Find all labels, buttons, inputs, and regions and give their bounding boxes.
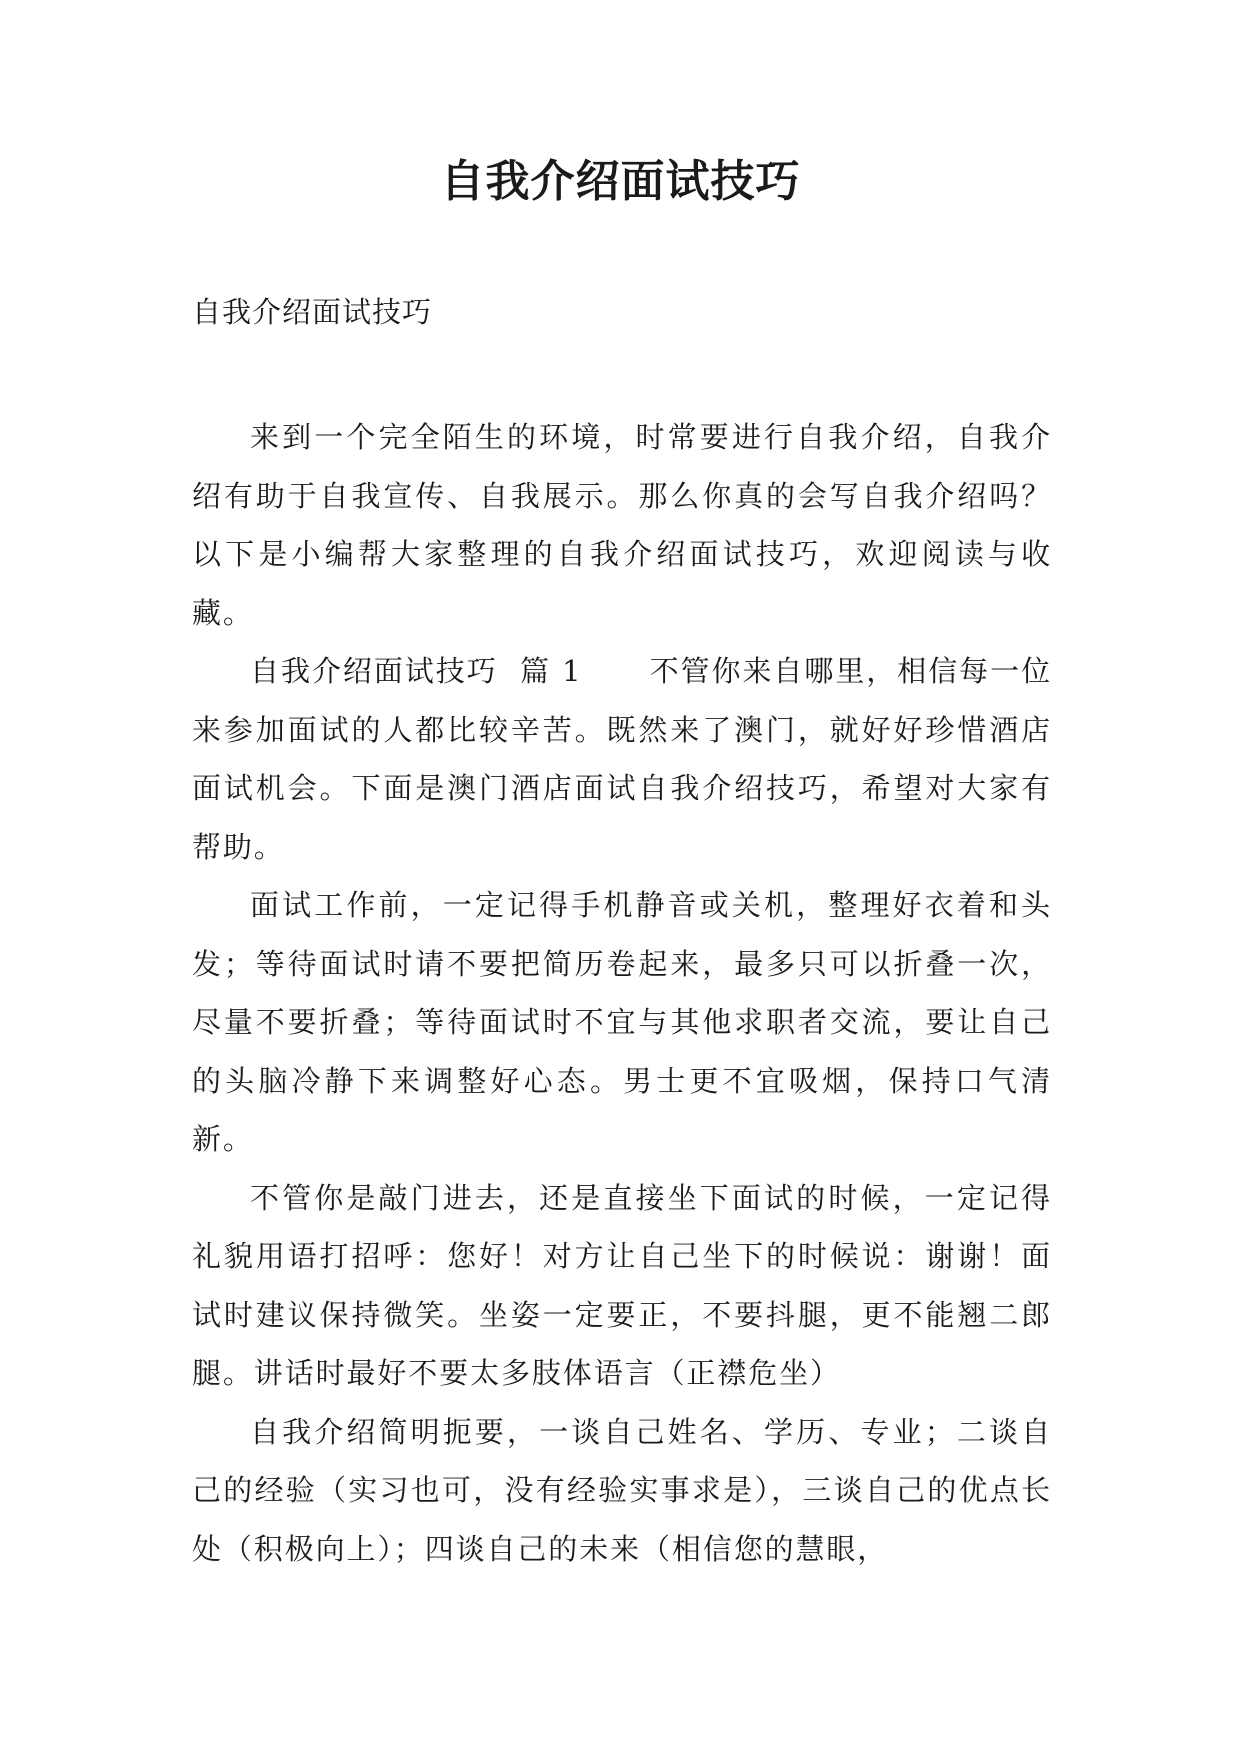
document-body (192, 408, 1052, 1578)
document-subtitle: 自我介绍面试技巧 (192, 295, 433, 329)
intro-paragraph: 来到一个完全陌生的环境，时常要进行自我介绍，自我介绍有助于自我宣传、自我展示。那么你真的会写自我介绍吗？以下是小编帮大家整理的自我介绍面试技巧，欢迎阅读与收藏。 (192, 420, 1052, 630)
heading-gap (583, 654, 650, 688)
section-1-paragraph (192, 642, 1052, 876)
self-intro-paragraph: 自我介绍简明扼要，一谈自己姓名、学历、专业；二谈自己的经验（实习也可，没有经验实事求是），三谈自己的优点长处（积极向上）；四谈自己的未来（相信您的慧眼， (192, 1414, 1052, 1566)
section-1-heading: 自我介绍面试技巧 篇 1 (250, 654, 583, 688)
section-1-text: 不管你来自哪里，相信每一位来参加面试的人都比较辛苦。既然来了澳门，就好好珍惜酒店面试机会。下面是澳门酒店面试自我介绍技巧，希望对大家有帮助。 (192, 654, 1053, 864)
preparation-paragraph: 面试工作前，一定记得手机静音或关机，整理好衣着和头发；等待面试时请不要把简历卷起来，最多只可以折叠一次，尽量不要折叠；等待面试时不宜与其他求职者交流，要让自己的头脑冷静下来调整好心态。男士更不宜吸烟，保持口气清新。 (192, 888, 1052, 1156)
document-title: 自我介绍面试技巧 (440, 156, 801, 207)
etiquette-paragraph: 不管你是敲门进去，还是直接坐下面试的时候，一定记得礼貌用语打招呼：您好！对方让自己坐下的时候说：谢谢！面试时建议保持微笑。坐姿一定要正，不要抖腿，更不能翘二郎腿。讲话时最好不要太多肢体语言（正襟危坐） (192, 1180, 1052, 1390)
